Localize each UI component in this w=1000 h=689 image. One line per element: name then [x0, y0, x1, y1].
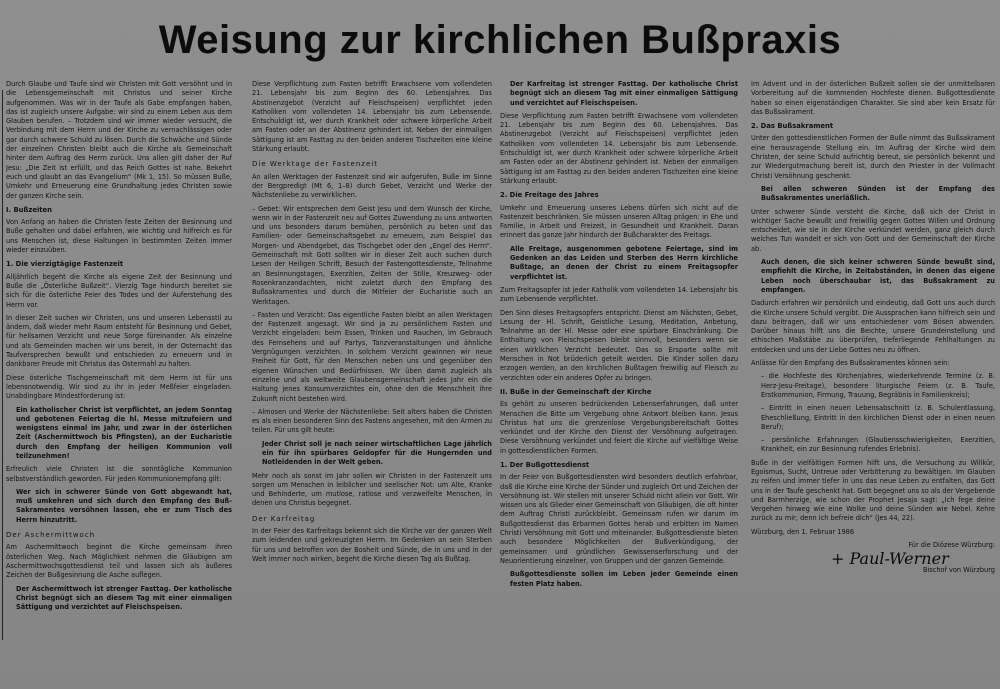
- column-4: [751, 80, 995, 689]
- column-2: [252, 80, 492, 689]
- paragraph: Anlässe für den Empfang des Bußsakramentes können sein:: [751, 359, 950, 368]
- paragraph: Es gehört zu unseren bedrückenden Lebenserfahrungen, daß unter Menschen die Bitte um Vergebung ohne Antwort bleiben kann. Jesus Christus hat uns die grenzenlose Vergebungsbereitschaft Gottes verkündet und der Kirche den Dienst der Versöhnung aufgetragen. Diese Versöhnung verkündet und feiert die Kirche auf vielfältige Weise in gottesdienstlichen Formen.: [500, 400, 738, 455]
- list-item: – die Hochfeste des Kirchenjahres, wiederkehrende Termine (z. B. Herz-Jesu-Freitage), besondere liturgische Feiern (z. B. Taufe, Erstkommunion, Firmung, Trauung, Begräbnis in Familienkreis);: [761, 372, 995, 399]
- list-item: – persönliche Erfahrungen (Glaubensschwierigkeiten, Exerzitien, Krankheit, ein zur Besinnung rufendes Erlebnis).: [761, 436, 995, 454]
- subsection-heading: 1. Der Bußgottesdienst: [500, 460, 590, 469]
- paragraph: Zum Freitagsopfer ist jeder Katholik vom vollendeten 14. Lebensjahr bis zum Lebensende verpflichtet.: [500, 285, 738, 304]
- subsection-heading: 2. Die Freitage des Jahres: [500, 191, 599, 200]
- paragraph: Alljährlich begeht die Kirche als eigene Zeit der Besinnung und Buße die „Österliche Bußzeit“. Vierzig Tage hindurch bereitet sie sich für die österliche Feier des Todes und der Auferstehung des Herrn vor.: [6, 272, 232, 309]
- paragraph: Am Aschermittwoch beginnt die Kirche gemeinsam ihren österlichen Weg. Nach Möglichkeit nehmen die Gläubigen am Aschermittwochsgottesdienst teil und lassen sich als äußeres Zeichen der Bußgesinnung die Asche auflegen.: [6, 543, 232, 580]
- bold-rule: Bei allen schweren Sünden ist der Empfang des Bußsakramentes unerläßlich.: [761, 184, 995, 203]
- paragraph: – Fasten und Verzicht: Das eigentliche Fasten bleibt an allen Werktagen der Fastenzeit angesagt. Wir sind ja zu persönlichem Fasten und Verzicht eingeladen: beim Essen, Trinken und Rauchen, im Gebrauch des Fernsehens und auf Partys, Tanzveranstaltungen und ähnliche Vergnügungen verzichten. In solchem Verzicht gewinnen wir neue Freiheit für Gott, für den Menschen neben uns und gegenüber den eigenen Wünschen und Bedürfnissen. Wir üben damit zugleich als einzelne und als weltweite Glaubensgemeinschaft jedes Jahr ein die Haltung jenes Konsumverzichtes ein, ohne den die Menschheit ihre Zukunft nicht bestehen wird.: [252, 310, 492, 403]
- paragraph: Diese österliche Tischgemeinschaft mit dem Herrn ist für uns lebensnotwendig. Wir sind zu ihr in jeder Meßfeier eingeladen. Unabdingbare Mindestforderung ist:: [6, 373, 232, 401]
- section-heading: II. Buße in der Gemeinschaft der Kirche: [500, 387, 652, 396]
- paragraph: – Almosen und Werke der Nächstenliebe: Seit alters haben die Christen es als einen besonderen Sinn des Fastens angesehen, mit den Armen zu teilen. Für uns gilt heute:: [252, 407, 492, 435]
- paragraph: Von Anfang an haben die Christen feste Zeiten der Besinnung und Buße gehalten und dabei erfahren, wie wichtig und hilfreich es für uns Menschen ist, diese Haltungen in bestimmten Zeiten immer wieder einzuüben.: [6, 218, 232, 255]
- subsection-heading: Der Karfreitag: [252, 514, 316, 523]
- column-3: [500, 80, 738, 689]
- paragraph: Unter den gottesdienstlichen Formen der Buße nimmt das Bußsakrament eine herausragende Stellung ein. Im Auftrag der Kirche wird dem Christen, der seine Schuld aufrichtig bereut, sie persönlich bekennt und zur Wiedergutmachung bereit ist, durch den Priester in der Vollmacht Christi Versöhnung geschenkt.: [751, 134, 995, 180]
- subsection-heading: Die Werktage der Fastenzeit: [252, 160, 378, 169]
- subsection-heading: 1. Die vierzigtägige Fastenzeit: [6, 260, 124, 269]
- bold-rule: Ein katholischer Christ ist verpflichtet, an jedem Sonntag und gebotenen Feiertag die hl. Messe mitzufeiern und wenigstens einmal im Jahr, und zwar in der österlichen Zeit (Aschermittwoch bis Pfingsten), an der Eucharistie durch den Empfang der heiligen Kommunion voll teilzunehmen!: [16, 405, 232, 460]
- paragraph: In dieser Zeit suchen wir Christen, uns und unseren Lebensstil zu ändern, daß wieder mehr Raum entsteht für Besinnung und Gebet, für heilsamen Verzicht und neue Sorge füreinander. Als einzelne und als Gemeinden machen wir uns bereit, in der Osternacht das Taufversprechen bewußt und entschieden zu erneuern und in dankbarer Freude mit Christus das Ostermahl zu halten.: [6, 313, 232, 369]
- diocese-line: Für die Diözese Würzburg:: [908, 541, 995, 550]
- bold-rule: Bußgottesdienste sollen im Leben jeder Gemeinde einen festen Platz haben.: [510, 570, 738, 588]
- bold-rule: Alle Freitage, ausgenommen gebotene Feiertage, sind im Gedenken an das Leiden und Sterben des Herrn kirchliche Bußtage, an denen der Christ zu einem Freitagsopfer verpflichtet ist.: [510, 244, 738, 281]
- bold-rule: Auch denen, die sich keiner schweren Sünde bewußt sind, empfiehlt die Kirche, in Zeitabständen, in denen das eigene Leben noch überschaubar ist, das Bußsakrament zu empfangen.: [761, 258, 995, 294]
- bishop-title: Bischof von Würzburg: [922, 565, 995, 574]
- subsection-heading: 2. Das Bußsakrament: [751, 122, 834, 131]
- bishop-signature: + Paul-Werner: [831, 549, 949, 569]
- paragraph: Umkehr und Erneuerung unseres Lebens dürfen sich nicht auf die Fastenzeit beschränken. Sie müssen unseren Alltag prägen: in Ehe und Familie, in Arbeit und Freizeit, in Gesundheit und Krankheit. Daran erinnert das ganze Jahr hindurch der Bußcharakter des Freitags.: [500, 203, 738, 240]
- paragraph: Mehr noch als sonst im Jahr sollen wir Christen in der Fastenzeit uns sorgen um Menschen in leiblicher und seelischer Not: um Alte, Kranke und Behinderte, um mutlose, ratlose und verzweifelte Menschen, in denen uns Christus begegnet.: [252, 471, 492, 508]
- paragraph: Unter schwerer Sünde versteht die Kirche, daß sich der Christ in wichtiger Sache bewußt und freiwillig gegen Gottes Willen und Ordnung entscheidet, wie sie in der Kirche verkündet werden, ganz gleich durch welches Tun wandelt er sich von Gott und der Gemeinschaft der Kirche ab.: [751, 207, 995, 253]
- bold-rule: Wer sich in schwerer Sünde von Gott abgewandt hat, muß umkehren und sich durch den Empfang des Buß-Sakramentes versöhnen lassen, ehe er zum Tisch des Herrn hinzutritt.: [16, 487, 232, 524]
- paragraph: In der Feier von Bußgottesdiensten wird besonders deutlich erfahrbar, daß die Kirche eine Kirche der Sünder und zugleich Ort und Zeichen der Versöhnung ist. Wir stellen mit unserer Schuld nicht allein vor Gott. Wir wissen uns als Glieder einer Gemeinschaft von Gläubigen, die oft hinter dem Auftrag Christi zurückbleibt. Gemeinsam rufen wir darum im Bußgottesdienst das Erbarmen Gottes herab und erbitten im Namen Christi Versöhnung mit Gott und miteinander. Bußgottesdienste bieten auch besondere Möglichkeiten der Bußverkündigung, der gemeinsamen und gründlichen Gewissenserforschung und der Neuorientierung einzelner, von Gruppen und der ganzen Gemeinde.: [500, 473, 738, 565]
- text-columns: [6, 80, 994, 689]
- paragraph: Den Sinn dieses Freitagsopfers entspricht: Dienst am Nächsten, Gebet, Lesung der Hl. Schrift, Geistliche Lesung, Meditation, Anbetung, Teilnahme an der Hl. Messe oder eine spürbare Einschränkung. Die Enthaltung von Fleischspeisen bleibt sinnvoll, besonders wenn sie einen wirklichen Verzicht bedeutet. Das so Ersparte sollte mit Menschen in Not brüderlich geteilt werden. Die Kinder sollen dazu erzogen werden, an den kirchlichen Bußtagen freiwillig auf Fleisch zu verzichten oder ein anderes Opfer zu bringen.: [500, 308, 738, 382]
- date-line: Würzburg, den 1. Februar 1986: [751, 527, 855, 536]
- section-heading: I. Bußzeiten: [6, 205, 52, 214]
- bold-rule: Der Karfreitag ist strenger Fasttag. Der katholische Christ begnügt sich an diesem Tag mit einer einmaligen Sättigung und verzichtet auf Fleischspeisen.: [510, 80, 738, 107]
- paragraph: Dadurch erfahren wir persönlich und eindeutig, daß Gott uns auch durch die Kirche unsere Schuld vergibt. Die Aussprachen kann hilfreich sein und dazu beitragen, daß wir uns entschiedener vom Bösen abwenden. Darüber hinaus hilft uns die Beichte, unsere Grundeinstellung und ethischen Maßstäbe zu überprüfen, tieferliegende Fehlhaltungen zu entdecken und uns der Liebe Gottes neu zu öffnen.: [751, 299, 995, 354]
- intro-paragraph: Durch Glaube und Taufe sind wir Christen mit Gott versöhnt und in die Lebensgemeinschaft mit Christus und seiner Kirche aufgenommen. Was wir in der Taufe als Gabe empfangen haben, das ist zugleich unsere Aufgabe: wir sind zu einem Leben aus dem Glauben berufen. – Trotzdem sind wir immer wieder versucht, die Verbindung mit dem Herrn und der Kirche zu vernachlässigen oder gar durch schwere Schuld zu lösen. Durch die Schwäche und Sünde der einzelnen Christen bleibt auch die Kirche als Gemeinschaft hinter dem Auftrag des Herrn zurück. Uns allen gilt daher der Ruf Jesu: „Die Zeit ist erfüllt, und das Reich Gottes ist nahe. Bekehrt euch und glaubt an das Evangelium“ (Mk 1, 15). So müssen Buße, Umkehr und Erneuerung eine Grundhaltung jedes Christen sowie der ganzen Kirche sein.: [6, 80, 232, 200]
- column-1: [6, 80, 232, 689]
- subsection-heading: Der Aschermittwoch: [6, 531, 96, 540]
- list-item: – Eintritt in einen neuen Lebensabschnitt (z. B. Schulentlassung, Eheschließung, Eintritt in den kirchlichen Dienst oder in einen neuen Beruf);: [761, 404, 995, 431]
- paragraph: Erfreulich viele Christen ist die sonntägliche Kommunion selbstverständlich geworden. Für jeden Kommunionempfang gilt:: [6, 465, 232, 483]
- document-title: Weisung zur kirchlichen Bußpraxis: [158, 18, 842, 62]
- paragraph: Diese Verpflichtung zum Fasten betrifft Erwachsene vom vollendeten 21. Lebensjahr bis zum Beginn des 60. Lebensjahres. Das Abstinenzgebot (Verzicht auf Fleischspeisen) verpflichtet jeden Katholiken vom vollendeten 14. Lebensjahr bis zum Lebensende. Entschuldigt ist, wer durch Krankheit oder schwere körperliche Arbeit am Fasten oder an der Abstinenz gehindert ist. Neben der einmaligen Sättigung ist am Fasttag zu den beiden anderen Tischzeiten eine kleine Stärkung erlaubt.: [500, 111, 738, 185]
- bold-rule: Jeder Christ soll je nach seiner wirtschaftlichen Lage jährlich ein für ihn spürbares Geldopfer für die Hungernden und Notleidenden in der Welt geben.: [262, 439, 492, 467]
- paragraph: Im Advent und in der österlichen Bußzeit sollen sie der unmittelbaren Vorbereitung auf die kommenden Hochfeste dienen. Bußgottesdienste haben so einen eigenständigen Charakter. Sie sind aber kein Ersatz für das Bußsakrament.: [751, 80, 995, 116]
- paragraph: An allen Werktagen der Fastenzeit sind wir aufgerufen, Buße im Sinne der Bergpredigt (Mt 6, 1–8) durch Gebet, Verzicht und Werke der Nächstenliebe zu verwirklichen.: [252, 172, 492, 200]
- left-margin-rule: [2, 90, 3, 640]
- paragraph: – Gebet: Wir entsprechen dem Geist Jesu und dem Wunsch der Kirche, wenn wir in der Fastenzeit neu auf Gottes Zuwendung zu uns antworten und uns besonders darum bemühen, persönlich zu beten und das Familien- oder Gemeinschaftsgebet zu erneuern, zum Beispiel das Morgen- und Abendgebet, das Tischgebet oder den „Engel des Herrn“. Gemeinschaft mit Gott sollten wir in dieser Zeit auch suchen durch Lesen der Heiligen Schrift, Besuch der Fastengottesdienste, Teilnahme an Besinnungstagen, Exerzitien, Zeiten der Stille, Kreuzweg- oder Rosenkranzandachten, nicht zuletzt durch den Empfang des Bußsakramentes und durch die Mitfeier der Eucharistie auch an Werktagen.: [252, 204, 492, 306]
- paragraph: Diese Verpflichtung zum Fasten betrifft Erwachsene vom vollendeten 21. Lebensjahr bis zum Beginn des 60. Lebensjahres. Das Abstinenzgebot (Verzicht auf Fleischspeisen) verpflichtet jeden Katholiken vom vollendeten 14. Lebensjahr bis zum Lebensende. Entschuldigt ist, wer durch Krankheit oder schwere körperliche Arbeit am Fasten oder an der Abstinenz gehindert ist. Neben der einmaligen Sättigung ist am Fasttag zu den beiden anderen Tischzeiten eine kleine Stärkung erlaubt.: [252, 80, 492, 154]
- paragraph: In der Feier des Karfreitags bekennt sich die Kirche vor der ganzen Welt zum leidenden und gekreuzigten Herrn. Im Gedenken an sein Sterben für uns und betroffen von der Bosheit und Sünde, die in uns und in der Welt immer noch wirken, begeht die Kirche diesen Tag als Bußtag.: [252, 527, 492, 563]
- bold-rule: Der Aschermittwoch ist strenger Fasttag. Der katholische Christ begnügt sich an diesem Tag mit einer einmaligen Sättigung und verzichtet auf Fleischspeisen.: [16, 584, 232, 612]
- paragraph: Buße in der vielfältigen Formen hilft uns, die Versuchung zu Willkür, Egoismus, Sucht, Untreue oder Verbitterung zu bewältigen. Im Glauben zu reifen und immer tiefer in uns das neue Leben zu entfalten, das Gott uns in der Taufe geschenkt hat. Gott begegnet uns so als der Vergebende und Barmherzige, wie schon der Prophet Jesaja sagt: „Ich fege deine Vergehen hinweg wie eine Wolke und deine Sünden wie Nebel. Kehre zurück zu mir; denn ich befreie dich“ (Jes 44, 22).: [751, 458, 995, 523]
